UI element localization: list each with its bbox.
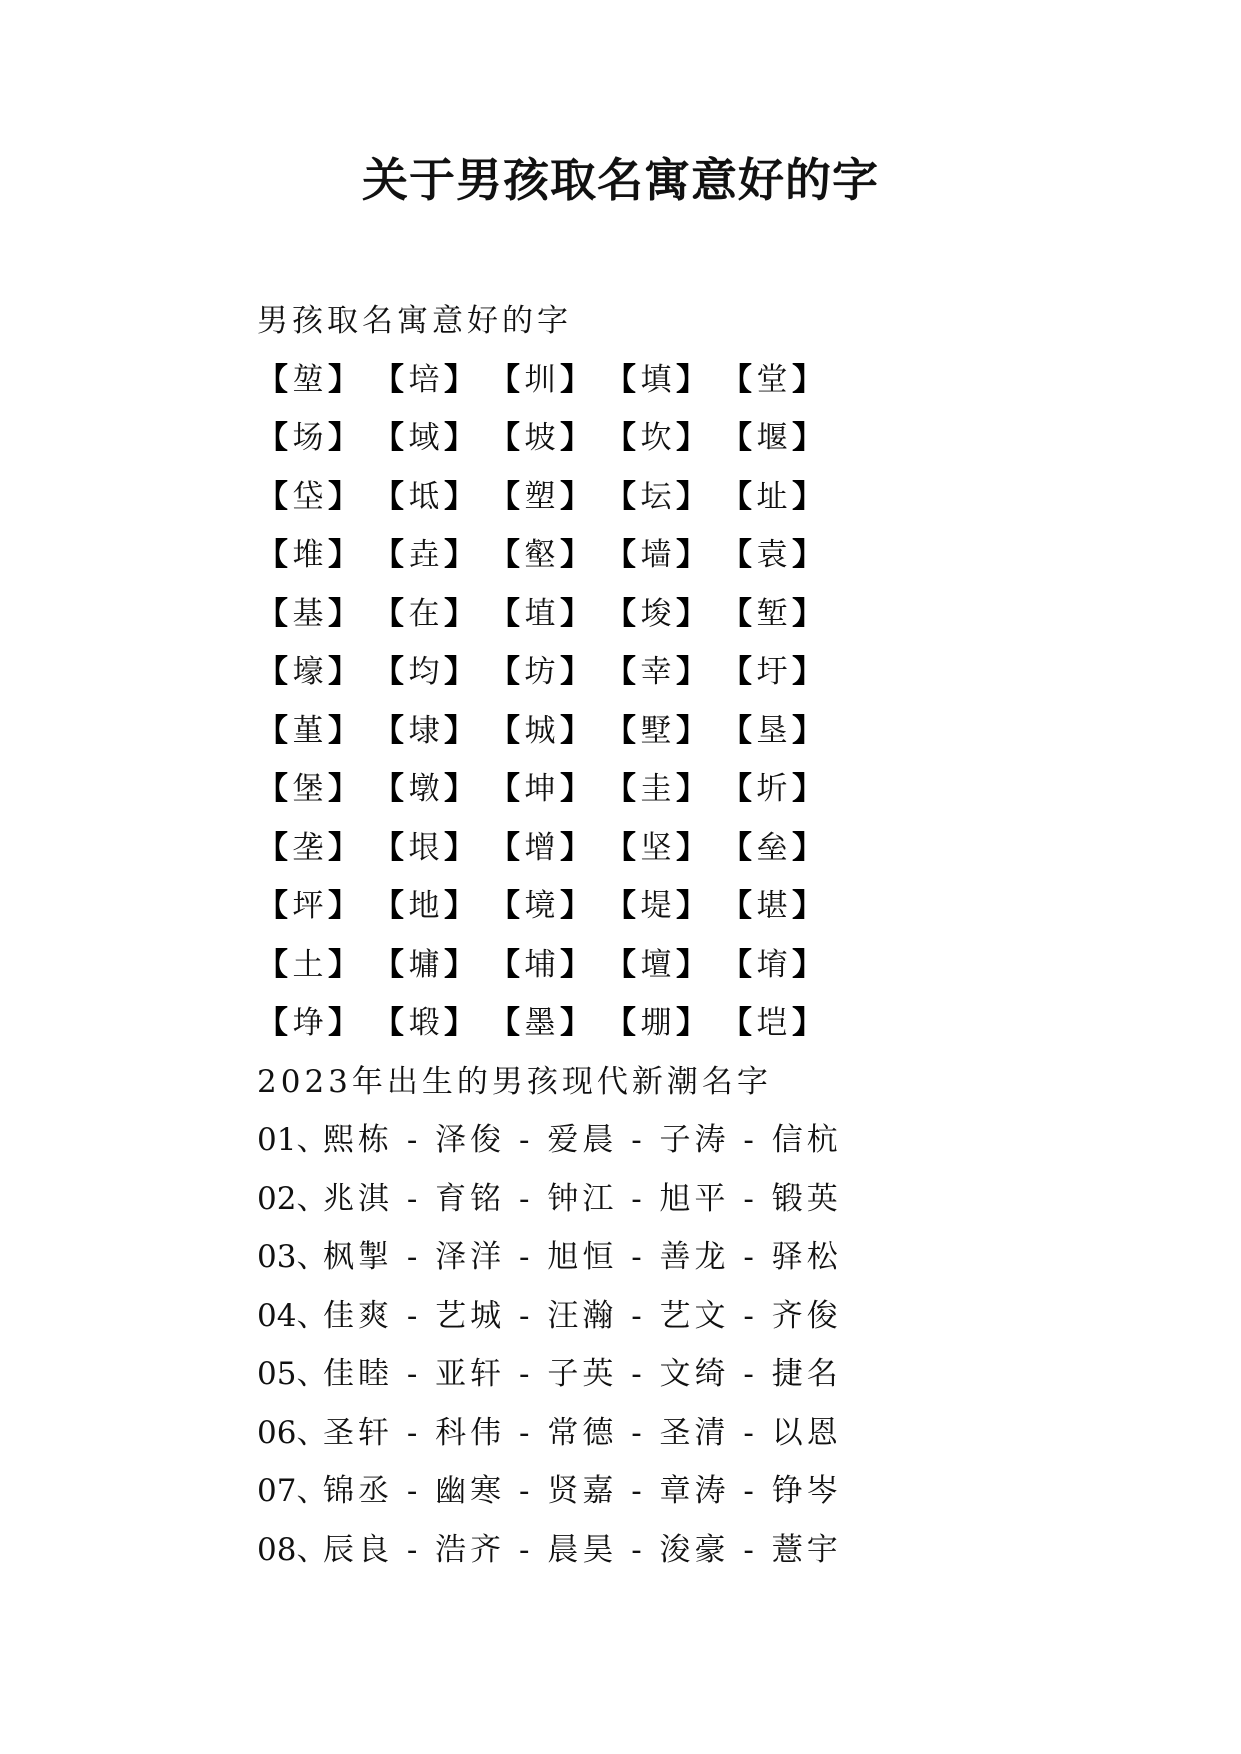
character-cell: [257, 409, 373, 468]
character-cell: [605, 994, 721, 1053]
character-cell: [605, 819, 721, 878]
character: 埭: [408, 712, 440, 749]
character: 圭: [640, 771, 672, 807]
name-list-item: [257, 1228, 1077, 1287]
close-bracket: 】: [560, 361, 591, 398]
character-cell: [373, 877, 489, 936]
open-bracket: 【: [373, 654, 404, 690]
character: 均: [408, 654, 440, 690]
character-row: [257, 702, 1077, 761]
close-bracket: 】: [792, 1005, 823, 1041]
character-cell: [257, 819, 373, 878]
open-bracket: 【: [721, 888, 752, 924]
character-row: [257, 994, 1077, 1053]
open-bracket: 【: [489, 771, 520, 807]
close-bracket: 】: [792, 420, 823, 456]
open-bracket: 【: [721, 654, 752, 690]
close-bracket: 】: [328, 595, 359, 632]
character: 域: [408, 420, 440, 456]
name-list-item: [257, 1170, 1077, 1229]
character-cell: [721, 643, 837, 702]
character: 基: [292, 595, 324, 632]
close-bracket: 】: [676, 595, 707, 632]
character-row: [257, 468, 1077, 527]
character-cell: [489, 819, 605, 878]
open-bracket: 【: [373, 712, 404, 749]
close-bracket: 】: [792, 478, 823, 515]
character: 堋: [640, 1005, 672, 1041]
character: 堑: [756, 595, 788, 632]
name-list-item: [257, 1111, 1077, 1170]
close-bracket: 】: [328, 654, 359, 690]
character: 壇: [640, 946, 672, 983]
open-bracket: 【: [721, 771, 752, 807]
character-cell: [257, 760, 373, 819]
close-bracket: 】: [560, 946, 591, 983]
character-cell: [257, 877, 373, 936]
close-bracket: 】: [560, 537, 591, 573]
character: 坊: [524, 654, 556, 690]
character: 圻: [756, 771, 788, 807]
open-bracket: 【: [257, 420, 288, 456]
character: 址: [756, 478, 788, 515]
list-item-number: 01、: [257, 1122, 328, 1158]
name-list-item: [257, 1462, 1077, 1521]
character: 坎: [640, 420, 672, 456]
close-bracket: 】: [328, 712, 359, 749]
open-bracket: 【: [721, 478, 752, 515]
list-item-names: 熙栋 - 泽俊 - 爱晨 - 子涛 - 信杭: [323, 1122, 842, 1158]
character: 堆: [292, 537, 324, 573]
character: 垚: [408, 537, 440, 573]
close-bracket: 】: [444, 771, 475, 807]
character: 堃: [292, 361, 324, 398]
close-bracket: 】: [792, 829, 823, 866]
character-cell: [489, 351, 605, 410]
character: 土: [292, 946, 324, 983]
list-item-names: 兆淇 - 育铭 - 钟江 - 旭平 - 锻英: [323, 1180, 842, 1217]
open-bracket: 【: [605, 595, 636, 632]
character-cell: [257, 351, 373, 410]
close-bracket: 】: [328, 420, 359, 456]
character-cell: [605, 760, 721, 819]
character-row: [257, 643, 1077, 702]
close-bracket: 】: [328, 478, 359, 515]
open-bracket: 【: [257, 771, 288, 807]
character: 垒: [756, 829, 788, 866]
open-bracket: 【: [721, 712, 752, 749]
close-bracket: 】: [676, 654, 707, 690]
character-cell: [605, 468, 721, 527]
close-bracket: 】: [792, 712, 823, 749]
open-bracket: 【: [721, 946, 752, 983]
character-row: [257, 409, 1077, 468]
character-cell: [489, 585, 605, 644]
character-cell: [489, 994, 605, 1053]
open-bracket: 【: [373, 1005, 404, 1041]
open-bracket: 【: [257, 595, 288, 632]
open-bracket: 【: [605, 420, 636, 456]
open-bracket: 【: [373, 537, 404, 573]
character-cell: [721, 936, 837, 995]
close-bracket: 】: [444, 420, 475, 456]
character-cell: [257, 526, 373, 585]
character-cell: [605, 877, 721, 936]
character-row: [257, 877, 1077, 936]
name-list-item: [257, 1404, 1077, 1463]
character-cell: [489, 760, 605, 819]
character: 场: [292, 420, 324, 456]
character: 幸: [640, 654, 672, 690]
character-cell: [721, 760, 837, 819]
close-bracket: 】: [444, 537, 475, 573]
open-bracket: 【: [605, 537, 636, 573]
close-bracket: 】: [328, 361, 359, 398]
list-item-names: 锦丞 - 幽寒 - 贤嘉 - 章涛 - 铮岑: [323, 1473, 842, 1509]
list-item-names: 辰良 - 浩齐 - 晨昊 - 浚豪 - 薏宇: [323, 1531, 842, 1568]
open-bracket: 【: [257, 537, 288, 573]
open-bracket: 【: [373, 771, 404, 807]
close-bracket: 】: [560, 654, 591, 690]
open-bracket: 【: [257, 654, 288, 690]
open-bracket: 【: [489, 888, 520, 924]
document-title: 关于男孩取名寓意好的字: [362, 153, 879, 207]
close-bracket: 】: [676, 829, 707, 866]
character: 壑: [524, 537, 556, 573]
character-cell: [257, 702, 373, 761]
open-bracket: 【: [257, 946, 288, 983]
character: 坚: [640, 829, 672, 866]
open-bracket: 【: [257, 478, 288, 515]
open-bracket: 【: [373, 888, 404, 924]
character: 坻: [408, 478, 440, 515]
open-bracket: 【: [605, 361, 636, 398]
character: 坛: [640, 478, 672, 515]
character: 圳: [524, 361, 556, 398]
close-bracket: 】: [328, 537, 359, 573]
open-bracket: 【: [257, 361, 288, 398]
character: 境: [524, 888, 556, 924]
character-cell: [721, 409, 837, 468]
list-item-number: 05、: [257, 1356, 328, 1392]
open-bracket: 【: [489, 595, 520, 632]
character-cell: [489, 409, 605, 468]
close-bracket: 】: [792, 771, 823, 807]
list-item-number: 08、: [257, 1531, 328, 1568]
character: 增: [524, 829, 556, 866]
close-bracket: 】: [676, 361, 707, 398]
character: 坡: [524, 420, 556, 456]
character: 墉: [408, 946, 440, 983]
close-bracket: 】: [444, 654, 475, 690]
close-bracket: 】: [792, 537, 823, 573]
character: 填: [640, 361, 672, 398]
character-cell: [489, 702, 605, 761]
character-cell: [605, 702, 721, 761]
close-bracket: 】: [444, 946, 475, 983]
list-item-number: 06、: [257, 1414, 328, 1451]
character: 壕: [292, 654, 324, 690]
character-cell: [489, 877, 605, 936]
character: 墩: [408, 771, 440, 807]
open-bracket: 【: [721, 1005, 752, 1041]
character: 培: [408, 361, 440, 398]
character: 坤: [524, 771, 556, 807]
character-cell: [605, 409, 721, 468]
open-bracket: 【: [605, 946, 636, 983]
character: 城: [524, 712, 556, 749]
character-cell: [721, 819, 837, 878]
close-bracket: 】: [676, 771, 707, 807]
open-bracket: 【: [373, 361, 404, 398]
character-cell: [605, 351, 721, 410]
character: 堤: [640, 888, 672, 924]
close-bracket: 】: [328, 771, 359, 807]
open-bracket: 【: [605, 829, 636, 866]
open-bracket: 【: [373, 946, 404, 983]
character-cell: [373, 702, 489, 761]
close-bracket: 】: [328, 946, 359, 983]
open-bracket: 【: [489, 478, 520, 515]
character-cell: [373, 936, 489, 995]
character-cell: [257, 585, 373, 644]
close-bracket: 】: [560, 478, 591, 515]
open-bracket: 【: [489, 946, 520, 983]
character-row: [257, 526, 1077, 585]
character: 堂: [756, 361, 788, 398]
open-bracket: 【: [373, 478, 404, 515]
open-bracket: 【: [489, 829, 520, 866]
character: 垦: [756, 712, 788, 749]
character-cell: [373, 585, 489, 644]
character-cell: [373, 409, 489, 468]
close-bracket: 】: [676, 1005, 707, 1041]
character: 堰: [756, 420, 788, 456]
open-bracket: 【: [257, 1005, 288, 1041]
character-cell: [373, 468, 489, 527]
close-bracket: 】: [444, 712, 475, 749]
open-bracket: 【: [489, 1005, 520, 1041]
open-bracket: 【: [373, 595, 404, 632]
character-cell: [373, 760, 489, 819]
open-bracket: 【: [373, 829, 404, 866]
open-bracket: 【: [489, 420, 520, 456]
open-bracket: 【: [605, 712, 636, 749]
character-grid: [257, 351, 1077, 1053]
character: 埴: [524, 595, 556, 632]
name-list-item: [257, 1521, 1077, 1580]
character-cell: [605, 526, 721, 585]
character-cell: [489, 936, 605, 995]
close-bracket: 】: [328, 1005, 359, 1041]
open-bracket: 【: [605, 478, 636, 515]
character-cell: [489, 468, 605, 527]
character-row: [257, 585, 1077, 644]
close-bracket: 】: [560, 1005, 591, 1041]
character: 墨: [524, 1005, 556, 1041]
character-cell: [257, 936, 373, 995]
character: 埔: [524, 946, 556, 983]
close-bracket: 】: [444, 361, 475, 398]
character-cell: [489, 643, 605, 702]
character: 地: [408, 888, 440, 924]
open-bracket: 【: [605, 654, 636, 690]
name-list-item: [257, 1287, 1077, 1346]
list-item-number: 02、: [257, 1180, 328, 1217]
list-item-names: 佳睦 - 亚轩 - 子英 - 文绮 - 捷名: [323, 1356, 842, 1392]
character-cell: [605, 936, 721, 995]
list-item-names: 圣轩 - 科伟 - 常德 - 圣清 - 以恩: [323, 1414, 842, 1451]
character-row: [257, 936, 1077, 995]
character-cell: [721, 585, 837, 644]
close-bracket: 】: [444, 595, 475, 632]
character-cell: [373, 526, 489, 585]
open-bracket: 【: [721, 361, 752, 398]
close-bracket: 】: [676, 537, 707, 573]
close-bracket: 】: [560, 829, 591, 866]
character: 塑: [524, 478, 556, 515]
open-bracket: 【: [605, 1005, 636, 1041]
close-bracket: 】: [792, 654, 823, 690]
open-bracket: 【: [257, 888, 288, 924]
character: 墅: [640, 712, 672, 749]
character-row: [257, 351, 1077, 410]
character-row: [257, 819, 1077, 878]
character: 垲: [756, 1005, 788, 1041]
character-cell: [721, 351, 837, 410]
close-bracket: 】: [792, 595, 823, 632]
character: 墙: [640, 537, 672, 573]
name-list: [257, 1111, 1077, 1579]
character: 埈: [640, 595, 672, 632]
character-cell: [373, 819, 489, 878]
close-bracket: 】: [444, 829, 475, 866]
name-list-item: [257, 1345, 1077, 1404]
character-cell: [605, 585, 721, 644]
character-cell: [605, 643, 721, 702]
list-item-names: 佳爽 - 艺城 - 汪瀚 - 艺文 - 齐俊: [323, 1297, 842, 1334]
character: 袁: [756, 537, 788, 573]
character: 塅: [408, 1005, 440, 1041]
close-bracket: 】: [676, 888, 707, 924]
close-bracket: 】: [444, 478, 475, 515]
open-bracket: 【: [489, 361, 520, 398]
close-bracket: 】: [328, 829, 359, 866]
character: 堉: [756, 946, 788, 983]
list-item-names: 枫掣 - 泽洋 - 旭恒 - 善龙 - 驿松: [323, 1239, 842, 1275]
open-bracket: 【: [721, 595, 752, 632]
list-item-number: 07、: [257, 1473, 328, 1509]
close-bracket: 】: [792, 361, 823, 398]
character: 埩: [292, 1005, 324, 1041]
open-bracket: 【: [257, 829, 288, 866]
close-bracket: 】: [792, 888, 823, 924]
open-bracket: 【: [721, 829, 752, 866]
character: 圩: [756, 654, 788, 690]
open-bracket: 【: [373, 420, 404, 456]
section-heading-good-characters: 男孩取名寓意好的字: [257, 303, 572, 339]
open-bracket: 【: [721, 537, 752, 573]
close-bracket: 】: [444, 888, 475, 924]
open-bracket: 【: [721, 420, 752, 456]
close-bracket: 】: [328, 888, 359, 924]
open-bracket: 【: [489, 537, 520, 573]
close-bracket: 】: [676, 712, 707, 749]
close-bracket: 】: [560, 595, 591, 632]
open-bracket: 【: [489, 654, 520, 690]
open-bracket: 【: [257, 712, 288, 749]
list-item-number: 03、: [257, 1239, 328, 1275]
open-bracket: 【: [489, 712, 520, 749]
close-bracket: 】: [676, 478, 707, 515]
character-cell: [257, 468, 373, 527]
character-cell: [257, 994, 373, 1053]
character-cell: [373, 643, 489, 702]
close-bracket: 】: [676, 946, 707, 983]
character-cell: [721, 526, 837, 585]
close-bracket: 】: [676, 420, 707, 456]
character-cell: [721, 468, 837, 527]
section-heading-modern-names: 2023年出生的男孩现代新潮名字: [257, 1063, 772, 1100]
character-cell: [721, 994, 837, 1053]
character: 坪: [292, 888, 324, 924]
character: 堇: [292, 712, 324, 749]
close-bracket: 】: [792, 946, 823, 983]
character: 垄: [292, 829, 324, 866]
character-row: [257, 760, 1077, 819]
close-bracket: 】: [560, 771, 591, 807]
character: 垈: [292, 478, 324, 515]
character-cell: [721, 702, 837, 761]
open-bracket: 【: [605, 888, 636, 924]
character: 堪: [756, 888, 788, 924]
character-cell: [489, 526, 605, 585]
close-bracket: 】: [560, 712, 591, 749]
character-cell: [721, 877, 837, 936]
character: 堡: [292, 771, 324, 807]
open-bracket: 【: [605, 771, 636, 807]
character: 在: [408, 595, 440, 632]
character-cell: [373, 351, 489, 410]
character: 垠: [408, 829, 440, 866]
character-cell: [257, 643, 373, 702]
close-bracket: 】: [560, 420, 591, 456]
character-cell: [373, 994, 489, 1053]
close-bracket: 】: [560, 888, 591, 924]
document-body: [257, 292, 1077, 1579]
close-bracket: 】: [444, 1005, 475, 1041]
list-item-number: 04、: [257, 1297, 328, 1334]
